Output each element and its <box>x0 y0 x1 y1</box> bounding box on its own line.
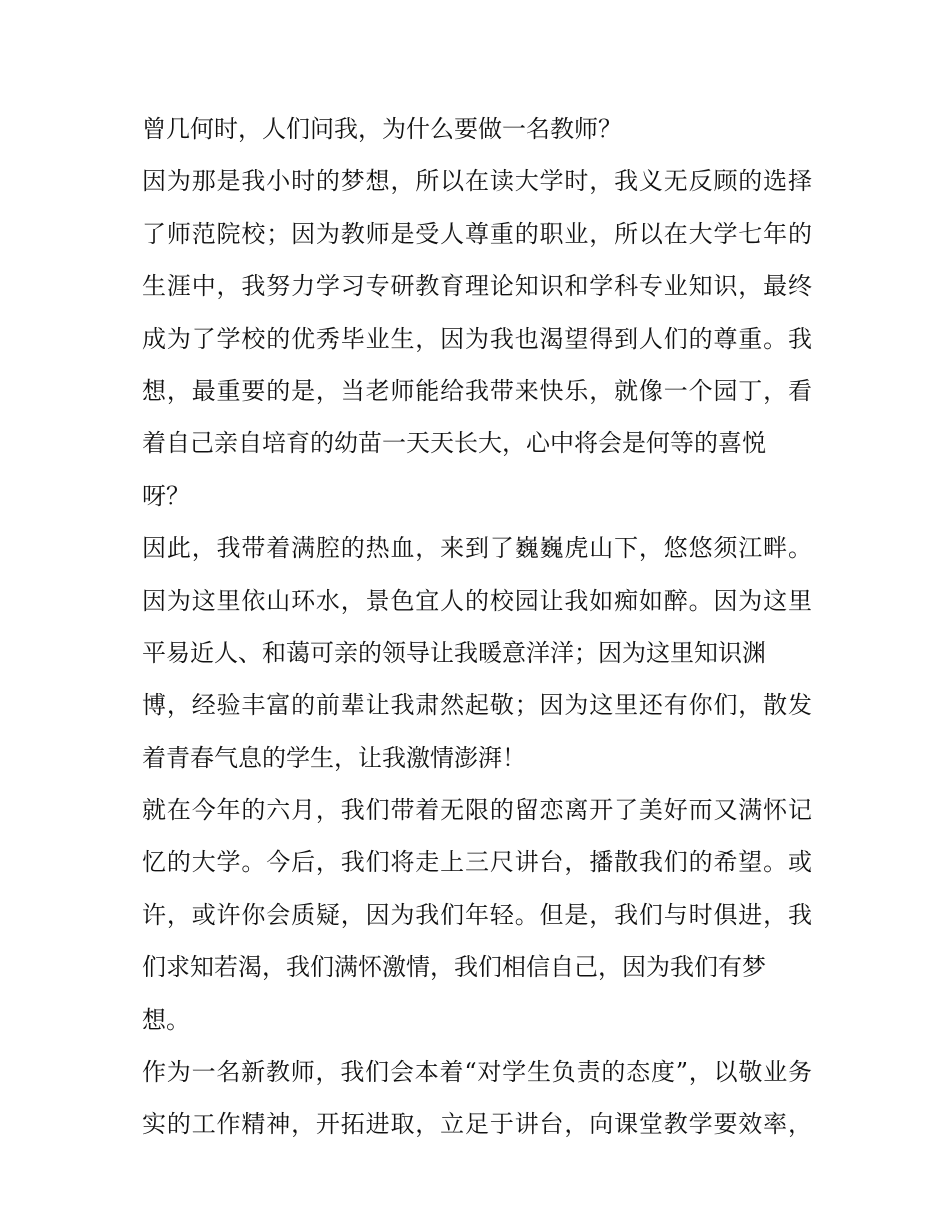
text-line: 忆的大学。今后，我们将走上三尺讲台，播散我们的希望。或 <box>142 848 812 877</box>
text-line: 成为了学校的优秀毕业生，因为我也渴望得到人们的尊重。我 <box>142 324 812 353</box>
text-line: 就在今年的六月，我们带着无限的留恋离开了美好而又满怀记 <box>142 796 812 825</box>
text-line: 想。 <box>142 1005 190 1034</box>
text-line: 因此，我带着满腔的热血，来到了巍巍虎山下，悠悠须江畔。 <box>142 534 812 563</box>
text-line: 平易近人、和蔼可亲的领导让我暖意洋洋；因为这里知识渊 <box>142 638 766 667</box>
text-line: 作为一名新教师，我们会本着“对学生负责的态度”，以敬业务 <box>142 1058 812 1087</box>
text-line: 们求知若渴，我们满怀激情，我们相信自己，因为我们有梦 <box>142 953 766 982</box>
text-line: 因为那是我小时的梦想，所以在读大学时，我义无反顾的选择 <box>142 167 812 196</box>
text-line: 呀？ <box>142 481 190 510</box>
text-line: 实的工作精神，开拓进取，立足于讲台，向课堂教学要效率， <box>142 1110 812 1139</box>
document-body <box>142 103 812 1151</box>
text-line: 着青春气息的学生，让我激情澎湃！ <box>142 743 526 772</box>
text-line: 许，或许你会质疑，因为我们年轻。但是，我们与时俱进，我 <box>142 900 812 929</box>
text-line: 想，最重要的是，当老师能给我带来快乐，就像一个园丁，看 <box>142 376 812 405</box>
text-line: 着自己亲自培育的幼苗一天天长大，心中将会是何等的喜悦 <box>142 429 766 458</box>
text-line: 博，经验丰富的前辈让我肃然起敬；因为这里还有你们，散发 <box>142 691 812 720</box>
text-line: 曾几何时，人们问我，为什么要做一名教师？ <box>142 115 622 143</box>
text-line: 了师范院校；因为教师是受人尊重的职业，所以在大学七年的 <box>142 219 812 248</box>
text-line: 因为这里依山环水，景色宜人的校园让我如痴如醉。因为这里 <box>142 586 812 615</box>
text-line: 生涯中，我努力学习专研教育理论知识和学科专业知识，最终 <box>142 272 812 301</box>
